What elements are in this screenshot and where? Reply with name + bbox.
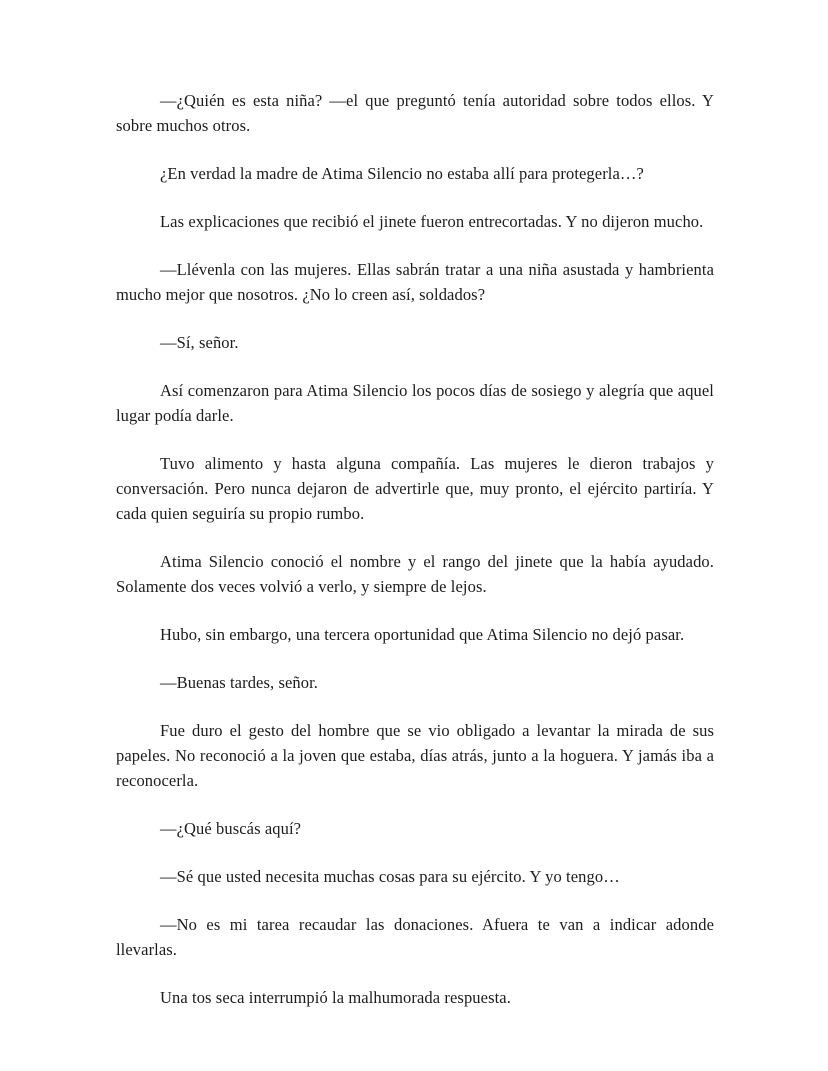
- paragraph: Tuvo alimento y hasta alguna compañía. Las mujeres le dieron trabajos y conversación. Pero nunca dejaron de advertirle que, muy pronto, el ejército partiría. Y cada quien seguiría su propio rumbo.: [116, 454, 714, 523]
- paragraph: —Sí, señor.: [160, 333, 239, 352]
- paragraph: —¿Quién es esta niña? —el que preguntó tenía autoridad sobre todos ellos. Y sobre muchos otros.: [116, 91, 714, 135]
- page-text-block: [116, 88, 714, 1010]
- paragraph: ¿En verdad la madre de Atima Silencio no estaba allí para protegerla…?: [160, 164, 644, 183]
- paragraph: Hubo, sin embargo, una tercera oportunidad que Atima Silencio no dejó pasar.: [160, 625, 685, 644]
- paragraph: —No es mi tarea recaudar las donaciones. Afuera te van a indicar adonde llevarlas.: [116, 915, 714, 959]
- paragraph: Fue duro el gesto del hombre que se vio obligado a levantar la mirada de sus papeles. No reconoció a la joven que estaba, días atrás, junto a la hoguera. Y jamás iba a reconocerla.: [116, 721, 714, 790]
- paragraph: —¿Qué buscás aquí?: [160, 819, 302, 838]
- paragraph: Las explicaciones que recibió el jinete fueron entrecortadas. Y no dijeron mucho.: [160, 212, 704, 231]
- paragraph: Así comenzaron para Atima Silencio los pocos días de sosiego y alegría que aquel lugar podía darle.: [116, 381, 714, 425]
- paragraph: —Buenas tardes, señor.: [160, 673, 318, 692]
- paragraph: Una tos seca interrumpió la malhumorada respuesta.: [160, 988, 511, 1007]
- paragraph: Atima Silencio conoció el nombre y el rango del jinete que la había ayudado. Solamente dos veces volvió a verlo, y siempre de lejos.: [116, 552, 714, 596]
- paragraph: —Llévenla con las mujeres. Ellas sabrán tratar a una niña asustada y hambrienta mucho mejor que nosotros. ¿No lo creen así, soldados?: [116, 260, 714, 304]
- paragraph: —Sé que usted necesita muchas cosas para su ejército. Y yo tengo…: [160, 867, 620, 886]
